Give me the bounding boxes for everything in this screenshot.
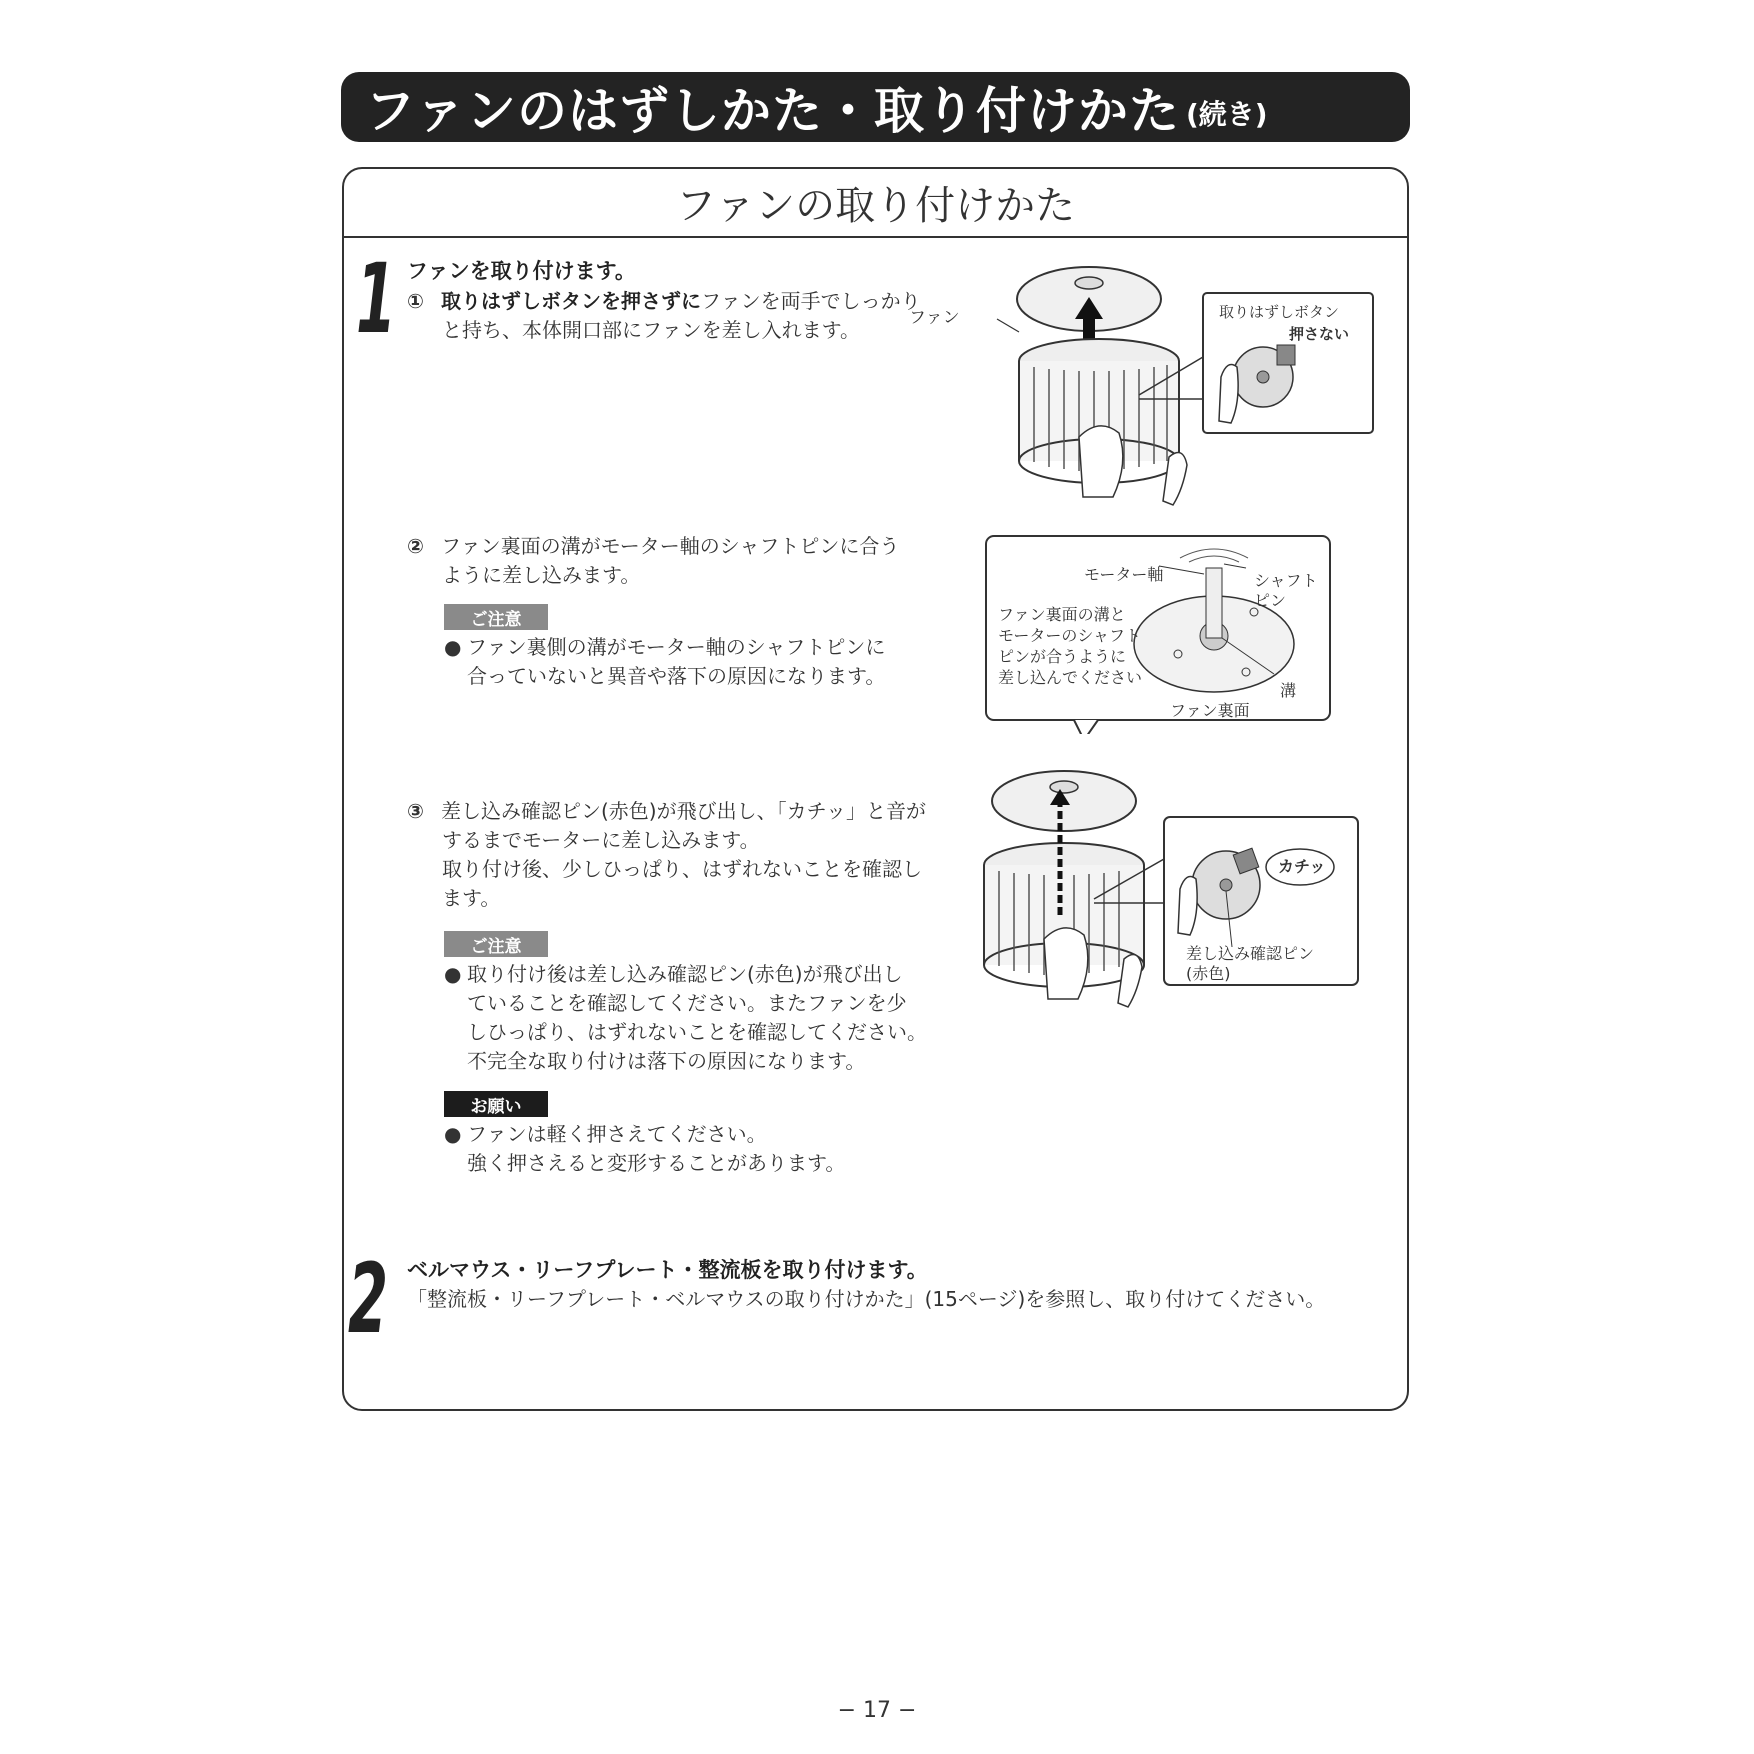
step-number-1: 1 <box>356 243 397 355</box>
fig-label-release-button: 取りはずしボタン <box>1219 303 1340 321</box>
bullet-icon: ● <box>444 635 462 659</box>
sub3-line4: ます。 <box>442 886 501 910</box>
caution1-line1: ファン裏側の溝がモーター軸のシャフトピンに <box>467 635 886 659</box>
fig-label-click: カチッ <box>1278 857 1326 876</box>
sub1-marker: ① <box>407 289 424 313</box>
bullet-icon: ● <box>444 1122 462 1146</box>
step2-text: 「整流板・リーフプレート・ベルマウスの取り付けかた」(15ページ)を参照し、取り付けてください。 <box>407 1287 1326 1311</box>
caution2-line4: 不完全な取り付けは落下の原因になります。 <box>467 1049 866 1073</box>
request-note <box>444 1120 984 1178</box>
request-badge: お願い <box>444 1091 548 1117</box>
step1-sub3 <box>407 797 967 913</box>
request-line2: 強く押さえると変形することがあります。 <box>467 1151 846 1175</box>
request-line1: ファンは軽く押さえてください。 <box>467 1122 767 1146</box>
sub2-line2: ように差し込みます。 <box>442 563 641 587</box>
fig-label-instruction-4: 差し込んでください <box>998 668 1143 687</box>
caution1-line2: 合っていないと異音や落下の原因になります。 <box>467 664 886 688</box>
step2-heading: ベルマウス・リーフプレート・整流板を取り付けます。 <box>407 1258 928 1282</box>
caution2-line1: 取り付け後は差し込み確認ピン(赤色)が飛び出し <box>467 962 903 986</box>
step-number-2: 2 <box>348 1243 389 1355</box>
figure-click-confirm <box>964 759 1364 1019</box>
fig-label-shaft-pin-2: ピン <box>1254 591 1287 610</box>
sub1-text: ファンを両手でしっかり <box>701 289 921 313</box>
page-title-bar <box>341 72 1410 142</box>
bullet-icon: ● <box>444 962 462 986</box>
fig-label-instruction-1: ファン裏面の溝と <box>998 605 1126 624</box>
sub1-bold-lead: 取りはずしボタンを押さずに <box>441 289 701 313</box>
figure-fan-insertion <box>909 257 1379 507</box>
figure-groove-shaft <box>984 534 1334 734</box>
caution-badge-1: ご注意 <box>444 604 548 630</box>
content-panel <box>342 167 1409 1411</box>
step1-heading: ファンを取り付けます。 <box>407 259 636 283</box>
caution-badge-2: ご注意 <box>444 931 548 957</box>
fig-label-shaft-pin-1: シャフト <box>1254 571 1318 590</box>
sub3-line1: 差し込み確認ピン(赤色)が飛び出し、「カチッ」と音が <box>441 799 927 823</box>
sub1-text-line2: と持ち、本体開口部にファンを差し入れます。 <box>442 318 860 342</box>
fig-label-instruction-3: ピンが合うように <box>998 647 1127 666</box>
fig-label-fan: ファン <box>909 308 960 328</box>
caution-note-2 <box>444 960 984 1076</box>
sub2-marker: ② <box>407 534 424 558</box>
fig-label-motor-shaft: モーター軸 <box>1084 565 1164 584</box>
sub3-line3: 取り付け後、少しひっぱり、はずれないことを確認し <box>442 857 922 881</box>
caution-note-1 <box>444 633 964 691</box>
fig-label-groove: 溝 <box>1280 681 1297 700</box>
fan-insertion-illustration <box>939 257 1379 507</box>
page-title-suffix: (続き) <box>1186 98 1268 131</box>
click-confirm-illustration <box>964 759 1364 1019</box>
page-number: − 17 − <box>837 1698 917 1723</box>
sub3-line2: するまでモーターに差し込みます。 <box>442 828 760 852</box>
fig-label-confirm-pin-2: (赤色) <box>1186 964 1231 983</box>
step1-sub1 <box>407 287 947 345</box>
fig-label-confirm-pin-1: 差し込み確認ピン <box>1186 944 1315 963</box>
page-title: ファンのはずしかた・取り付けかた <box>365 82 1180 140</box>
section-title: ファンの取り付けかた <box>344 169 1407 238</box>
step1-sub2 <box>407 532 947 590</box>
fig-label-do-not-press: 押さない <box>1289 325 1350 343</box>
sub2-line1: ファン裏面の溝がモーター軸のシャフトピンに合う <box>441 534 900 558</box>
fig-label-fan-back: ファン裏面 <box>1170 701 1250 720</box>
fig-label-instruction-2: モーターのシャフト <box>998 626 1142 645</box>
caution2-line2: ていることを確認してください。またファンを少 <box>467 991 907 1015</box>
sub3-marker: ③ <box>407 799 424 823</box>
caution2-line3: しひっぱり、はずれないことを確認してください。 <box>467 1020 927 1044</box>
